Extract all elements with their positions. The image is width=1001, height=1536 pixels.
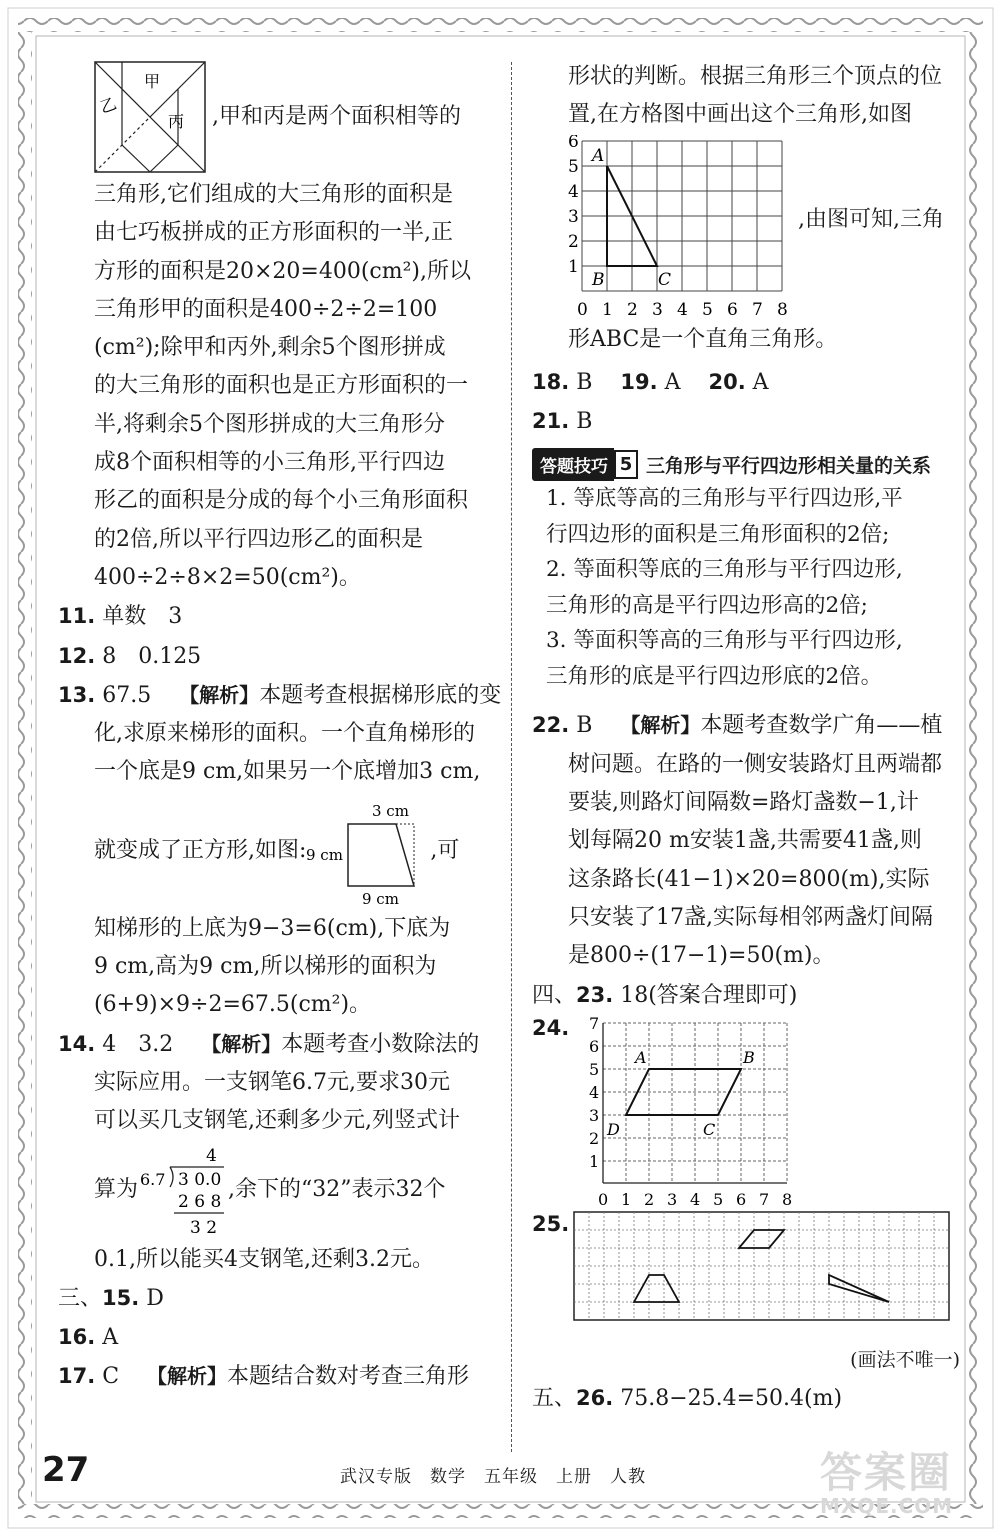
answer-17 (58, 1357, 488, 1396)
answer-21 (532, 402, 972, 441)
question-number: 22. (532, 713, 570, 738)
y-tick: 6 (568, 134, 579, 152)
tangram-label-yi: 乙 (97, 93, 119, 118)
x-tick: 8 (777, 299, 788, 319)
x-tick: 0 (577, 299, 588, 319)
watermark (820, 1440, 953, 1518)
answer-text: A (664, 369, 681, 395)
analysis-text: 本题结合数对考查三角形 (227, 1364, 470, 1390)
left-column (58, 58, 502, 1397)
text-line: 半,将剩余5个图形拼成的大三角形分 (94, 411, 445, 437)
x-tick: 4 (677, 299, 688, 319)
text-line: 知梯形的上底为9−3=6(cm),下底为 (94, 915, 451, 941)
question-number: 23. (576, 982, 614, 1007)
watermark-logo: 答案圈 (820, 1448, 953, 1497)
answers-18-20 (532, 363, 972, 402)
point-a-label: A (592, 145, 605, 166)
text-fragment: 算为 (94, 1177, 139, 1203)
q17-continuation (532, 58, 972, 135)
q25-note-row (532, 1341, 972, 1379)
analysis-tag: 【解析】 (201, 1031, 282, 1056)
text-line (532, 706, 972, 745)
analysis-text: 本题考查数学广角——植 (700, 713, 943, 739)
watermark-url: MXQE.COM (820, 1494, 954, 1518)
text-line: 化,求原来梯形的面积。一个直角梯形的 (94, 721, 475, 747)
y-tick: 4 (589, 1082, 600, 1102)
analysis-text: 本题考查根据梯形底的变 (259, 682, 502, 708)
tangram-after-text: ,甲和丙是两个面积相等的 (212, 103, 461, 129)
grid-abc-figure (534, 135, 794, 319)
text-line: 400÷2÷8×2=50(cm²)。 (94, 564, 361, 590)
tip-title: 三角形与平行四边形相关量的关系 (646, 454, 932, 477)
text-fragment: 就变成了正方形,如图: (94, 837, 307, 863)
trapezoid-line (58, 792, 488, 910)
figure-label-top: 3 cm (372, 801, 410, 820)
x-tick: 3 (652, 299, 663, 319)
question-number: 12. (58, 643, 96, 668)
parallelogram-shape (739, 1230, 784, 1248)
text-fragment: ,可 (430, 837, 460, 863)
grid-parallelogram-figure (563, 1015, 793, 1211)
x-tick: 7 (759, 1189, 770, 1209)
analysis-tag: 【解析】 (179, 682, 260, 707)
answer-23 (532, 976, 972, 1015)
long-division-figure (138, 1143, 228, 1239)
point-b-label: B (743, 1047, 755, 1067)
tangram-label-jia: 甲 (144, 72, 161, 91)
section-label: 四、 (532, 982, 577, 1008)
text-line: 三角形,它们组成的大三角形的面积是 (94, 182, 453, 207)
division-divisor: 6.7 (140, 1169, 166, 1189)
x-tick: 5 (702, 299, 713, 319)
y-tick: 4 (568, 181, 579, 202)
answer-text: B (576, 409, 593, 435)
tip-badge: 答题技巧 (532, 448, 614, 481)
text-line: (cm²);除甲和丙外,剩余5个图形拼成 (94, 335, 446, 361)
x-tick: 5 (713, 1189, 724, 1209)
text-line: 形乙的面积是分成的每个小三角形面积 (94, 488, 469, 514)
x-tick: 0 (598, 1189, 609, 1209)
right-column (532, 58, 972, 1418)
text-line: 成8个面积相等的小三角形,平行四边 (94, 450, 445, 476)
q25-note: (画法不唯一) (850, 1348, 960, 1371)
text-line: 0.1,所以能买4支钢笔,还剩3.2元。 (94, 1246, 434, 1272)
trapezoid-shape (634, 1275, 679, 1302)
division-dividend: 3 0.0 (178, 1169, 222, 1190)
tip-number: 5 (614, 450, 638, 479)
text-line: 要装,则路灯间隔数=路灯盏数−1,计 (568, 790, 919, 816)
answer-text: 67.5 (102, 682, 152, 708)
tangram-row (94, 58, 488, 176)
division-subtrahend: 2 6 8 (178, 1191, 222, 1212)
answer-text: C (102, 1364, 120, 1390)
tip-line: 三角形的底是平行四边形底的2倍。 (546, 663, 883, 689)
question-number: 15. (102, 1285, 140, 1310)
question-number: 13. (58, 682, 96, 707)
q17-end (532, 321, 972, 359)
question-number: 14. (58, 1031, 96, 1056)
figure-label-bottom: 9 cm (362, 889, 400, 906)
section-label: 三、 (58, 1285, 103, 1311)
division-remainder: 3 2 (190, 1217, 218, 1238)
answer-15 (58, 1279, 488, 1318)
x-tick: 6 (727, 299, 738, 319)
point-d-label: D (607, 1119, 621, 1139)
answer-14 (58, 1025, 488, 1279)
x-tick: 7 (752, 299, 763, 319)
answer-text: 18(答案合理即可) (620, 982, 798, 1008)
x-tick: 8 (782, 1189, 793, 1209)
tip-line: 3. 等面积等高的三角形与平行四边形, (546, 628, 903, 654)
column-divider (511, 62, 512, 1452)
text-line: 的2倍,所以平行四边形乙的面积是 (94, 526, 423, 552)
analysis-text: 本题考查小数除法的 (281, 1031, 480, 1057)
answer-text: B (576, 369, 593, 395)
tip-line: 1. 等底等高的三角形与平行四边形,平 (546, 486, 903, 512)
y-tick: 5 (589, 1059, 600, 1079)
text-fragment: ,由图可知,三角 (798, 206, 944, 232)
tangram-label-bing: 丙 (168, 112, 185, 131)
answer-11 (58, 597, 488, 636)
x-tick: 3 (667, 1189, 678, 1209)
question-number: 24. (532, 1015, 570, 1040)
y-tick: 1 (589, 1151, 600, 1171)
y-tick: 1 (568, 256, 579, 277)
text-line: 一个底是9 cm,如果另一个底增加3 cm, (94, 759, 481, 785)
point-a-label: A (635, 1047, 647, 1067)
y-tick: 3 (589, 1105, 600, 1125)
grid-abc-row (532, 135, 972, 321)
y-tick: 2 (568, 231, 579, 252)
question-number: 17. (58, 1364, 96, 1389)
question-number: 20. (708, 369, 746, 394)
x-tick: 2 (627, 299, 638, 319)
text-line: 树问题。在路的一侧安装路灯且两端都 (568, 751, 943, 777)
text-line: 实际应用。一支钢笔6.7元,要求30元 (94, 1069, 450, 1095)
answer-text: A (752, 369, 769, 395)
analysis-tag: 【解析】 (620, 713, 701, 738)
y-tick: 6 (589, 1036, 600, 1056)
answer-13 (58, 676, 502, 1025)
tangram-figure (94, 61, 206, 173)
x-tick: 1 (602, 299, 613, 319)
answer-text: D (146, 1285, 164, 1311)
question-number: 21. (532, 409, 570, 434)
text-line (58, 1025, 488, 1064)
x-tick: 6 (736, 1189, 747, 1209)
answer-16 (58, 1318, 488, 1357)
answer-text: 4 3.2 (102, 1031, 174, 1057)
question-number: 26. (576, 1386, 614, 1411)
question-number: 11. (58, 604, 96, 629)
y-tick: 7 (589, 1014, 600, 1033)
text-line: 形ABC是一个直角三角形。 (568, 326, 838, 352)
text-line: 只安装了17盏,实际每相邻两盏灯间隔 (568, 904, 933, 930)
answer-text: 单数 3 (102, 604, 183, 630)
answer-24 (532, 1015, 972, 1211)
point-c-label: C (703, 1119, 716, 1139)
question-number: 16. (58, 1325, 96, 1350)
text-line: 的大三角形的面积也是正方形面积的一 (94, 373, 469, 399)
text-fragment: ,余下的“32”表示32个 (228, 1177, 446, 1203)
text-line: 划每隔20 m安装1盏,共需要41盏,则 (568, 828, 922, 854)
text-line: 9 cm,高为9 cm,所以梯形的面积为 (94, 954, 437, 980)
analysis-tag: 【解析】 (147, 1364, 228, 1389)
tip-body (532, 481, 972, 694)
tip-header (532, 447, 972, 481)
text-line: 方形的面积是20×20=400(cm²),所以 (94, 258, 472, 284)
tip-line: 2. 等面积等底的三角形与平行四边形, (546, 557, 903, 583)
answer-text: A (102, 1325, 119, 1351)
footer-text: 武汉专版 数学 五年级 上册 人教 (340, 1467, 646, 1487)
figure-label-left: 9 cm (306, 845, 344, 864)
question-number: 19. (620, 369, 658, 394)
y-tick: 5 (568, 156, 579, 177)
text-line: (6+9)×9÷2=67.5(cm²)。 (94, 992, 372, 1018)
answer-text: 8 0.125 (102, 643, 202, 669)
tip-line: 行四边形的面积是三角形面积的2倍; (546, 521, 890, 547)
x-tick: 4 (690, 1189, 701, 1209)
q10-explanation (58, 176, 488, 597)
text-line: 形状的判断。根据三角形三个顶点的位 (568, 64, 943, 89)
x-tick: 2 (644, 1189, 655, 1209)
point-c-label: C (658, 269, 672, 290)
text-line: 可以买几支钢笔,还剩多少元,列竖式计 (94, 1108, 460, 1134)
y-tick: 3 (568, 206, 579, 227)
y-tick: 2 (589, 1128, 600, 1148)
text-line: 置,在方格图中画出这个三角形,如图 (568, 102, 912, 128)
text-line: 是800÷(17−1)=50(m)。 (568, 943, 835, 969)
tip-line: 三角形的高是平行四边形高的2倍; (546, 592, 868, 618)
x-tick: 1 (621, 1189, 632, 1209)
question-number: 25. (532, 1211, 570, 1236)
answer-text: B (576, 713, 593, 739)
grid-shapes-figure (573, 1211, 955, 1323)
long-division-line (58, 1141, 488, 1241)
question-number: 18. (532, 369, 570, 394)
answer-text: 75.8−25.4=50.4(m) (620, 1386, 843, 1412)
text-line (58, 676, 502, 715)
page-number: 27 (42, 1450, 90, 1490)
text-line: 这条路长(41−1)×20=800(m),实际 (568, 866, 930, 892)
text-line: 三角形甲的面积是400÷2÷2=100 (94, 296, 438, 322)
answer-12 (58, 637, 488, 676)
answer-26 (532, 1379, 972, 1418)
answer-22 (532, 706, 972, 975)
division-quotient: 4 (206, 1145, 217, 1166)
point-b-label: B (592, 269, 605, 290)
trapezoid-figure (306, 796, 426, 906)
section-label: 五、 (532, 1386, 577, 1412)
text-line: 由七巧板拼成的正方形面积的一半,正 (94, 220, 453, 246)
page-footer (0, 1440, 1001, 1518)
